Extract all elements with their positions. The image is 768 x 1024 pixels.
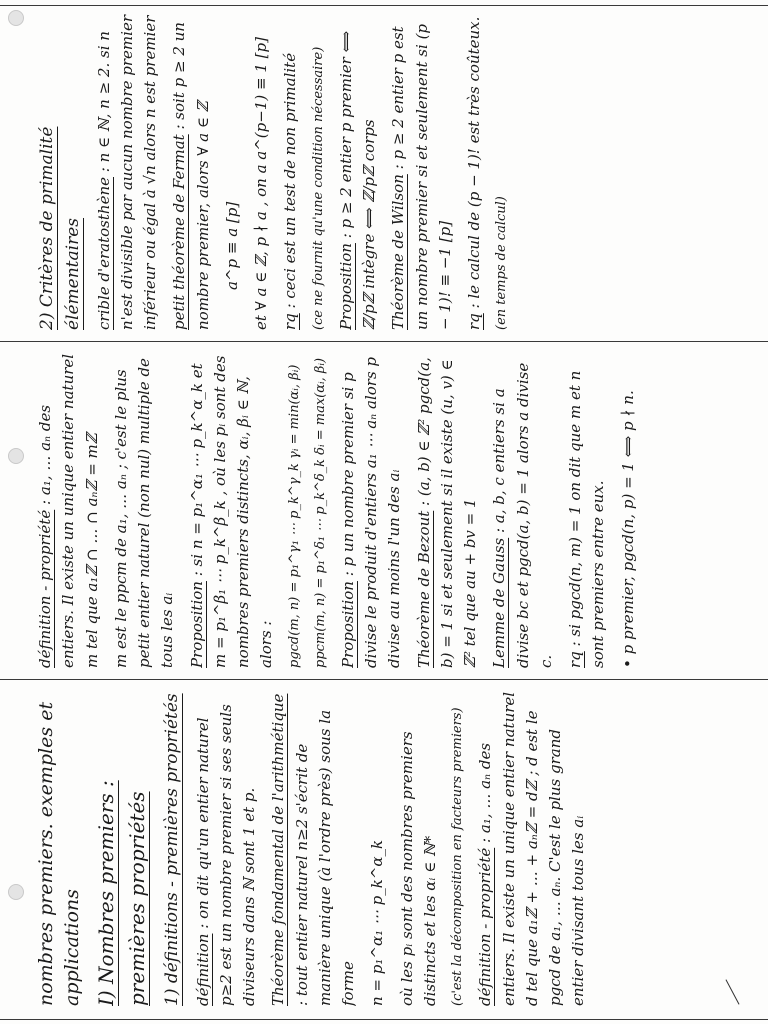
proposition-3-label: Proposition [336,243,355,330]
bezout-theorem-text: : (a, b) ∈ ℤ² pgcd(a, b) = 1 si et seulement si il existe (u, v) ∈ ℤ² tel que au + bv = 1 [414,357,480,668]
wilson-theorem-text: : p ≥ 2 entier p est un nombre premier si et seulement si (p − 1)! ≡ −1 [p] [389,23,454,330]
remark-1-text-2: • p premier, pgcd(n, p) = 1 ⟺ p ∤ n. [618,390,637,668]
column-2 [34,350,646,668]
proposition-1-ppcm: ppcm(m, n) = p₁^δ₁ ⋯ p_k^δ_k δᵢ = max(αᵢ, βᵢ) [312,357,328,668]
definition-label: définition [193,933,212,1006]
gauss-lemma-label: Lemme de Gauss [490,537,509,668]
ppcm-definition-text-2: m est le ppcm de a₁, … aₙ ; c'est le plus petit entier naturel (non nul) multiple de tous les aᵢ [111,358,177,668]
pgcd-definition-text: : a₁, … aₙ des entiers. Il existe un unique entier naturel d tel que a₁ℤ + … + aₙℤ = dℤ ; d est le pgcd de a₁, … aₙ. C'est le plus grand entier divisant tous les aᵢ [476,691,588,1006]
proposition-2-label: Proposition [338,581,357,668]
remark-3 [463,14,486,330]
remark-2-text-2: (ce ne fournit qu'une condition nécessaire) [310,46,326,330]
punch-hole [8,448,24,464]
section-1-title: I) Nombres premiers : premières propriétés [94,780,150,1006]
ppcm-definition-label: définition - propriété [36,509,54,668]
column-divider [0,679,768,680]
punch-hole [8,10,24,26]
definition-prime [192,690,262,1006]
eratosthenes-sieve-text: : n ∈ ℕ, n ≥ 2. si n n'est divisible par aucun nombre premier inférieur ou égal à √n alors n est premier [94,15,160,330]
gauss-lemma [488,350,558,668]
wilson-theorem-label: Théorème de Wilson [389,174,408,330]
proposition-1-pgcd: pgcd(m, n) = p₁^γ₁ ⋯ p_k^γ_k γᵢ = min(αᵢ, βᵢ) [286,364,302,668]
gauss-lemma-text: : a, b, c entiers si a divise bc et pgcd(a, b) = 1 alors a divise c. [490,362,555,668]
remark-3-text: : le calcul de (p − 1)! est très coûteux. [465,16,484,309]
pen-mark [725,979,739,1004]
remark-1-label: rq [566,651,585,668]
fundamental-theorem-after: où les pᵢ sont des nombres premiers distincts et les αᵢ ∈ ℕ* [397,731,439,1006]
fermat-theorem-label: petit théorème de Fermat [170,134,189,330]
punch-hole [8,884,24,900]
bezout-theorem [413,350,483,668]
definition-text: : on dit qu'un entier naturel p≥2 est un nombre premier si ses seuls diviseurs dans ℕ sont 1 et p. [193,704,259,1006]
ppcm-definition [34,350,104,668]
fermat-theorem-text-2: et ∀ a ∈ ℤ, p ∤ a , on a a^(p−1) ≡ 1 [p] [252,37,271,330]
fundamental-theorem-text: : tout entier naturel n≥2 s'écrit de manière unique (à l'ordre près) sous la forme [292,709,358,1006]
remark-2-label: rq [281,313,300,330]
remark-2 [279,14,302,330]
remark-2-text: : ceci est un test de non primalité [281,52,300,309]
eratosthenes-sieve-label: crible d'eratosthène [94,177,113,330]
bezout-theorem-label: Théorème de Bezout [414,510,433,668]
column-divider [0,1019,768,1020]
column-divider [0,5,768,6]
fermat-theorem-formula: a^p ≡ a [p] [222,201,241,290]
remark-3-text-2: (en temps de calcul) [494,196,510,330]
subsection-1-title: 1) définitions - premières propriétés [162,693,183,1006]
column-divider [0,341,768,342]
proposition-1 [186,350,279,668]
eratosthenes-sieve [93,14,163,330]
pgcd-definition-label: définition - propriété [476,847,495,1006]
column-1 [34,690,597,1006]
fermat-theorem-text: : soit p ≥ 2 un nombre premier, alors ∀ a ∈ ℤ [170,22,212,330]
document-title: nombres premiers. exemples et applications [35,701,83,1006]
subsection-2-title: 2) Critères de primalité élémentaires [37,126,84,330]
pgcd-definition [474,690,590,1006]
remark-1 [564,350,611,668]
fundamental-theorem-note: (c'est la décomposition en facteurs premiers) [450,707,466,1006]
fundamental-theorem-formula: n = p₁^α₁ ⋯ p_k^α_k [368,839,387,1006]
proposition-1-text: : si n = p₁^α₁ ⋯ p_k^α_k et m = p₁^β₁ ⋯ p_k^β_k , où les pᵢ sont des nombres premiers distincts, αᵢ, βᵢ ∈ ℕ, alors : [187,355,276,668]
ppcm-definition-text: : a₁, … aₙ des entiers. Il existe un unique entier naturel m tel que a₁ℤ ∩ … ∩ aₙℤ = mℤ [36,353,101,668]
remark-3-label: rq [465,313,484,330]
proposition-3 [335,14,382,330]
fundamental-theorem [267,690,360,1006]
fermat-theorem [168,14,215,330]
fundamental-theorem-label: Théorème fondamental de l'arithmétique [269,693,288,1006]
wilson-theorem [387,14,457,330]
proposition-3-text: : p ≥ 2 entier p premier ⟺ ℤ/pℤ intègre ⟺ ℤ/pℤ corps [336,30,379,330]
proposition-1-label: Proposition [187,581,206,668]
proposition-2 [337,350,407,668]
column-3 [34,14,518,330]
remark-1-text: : si pgcd(n, m) = 1 on dit que m et n sont premiers entre eux. [566,370,608,668]
proposition-2-text: : p un nombre premier si p divise le produit d'entiers a₁ ⋯ aₙ alors p divise au moins l'un des aᵢ [338,356,404,668]
